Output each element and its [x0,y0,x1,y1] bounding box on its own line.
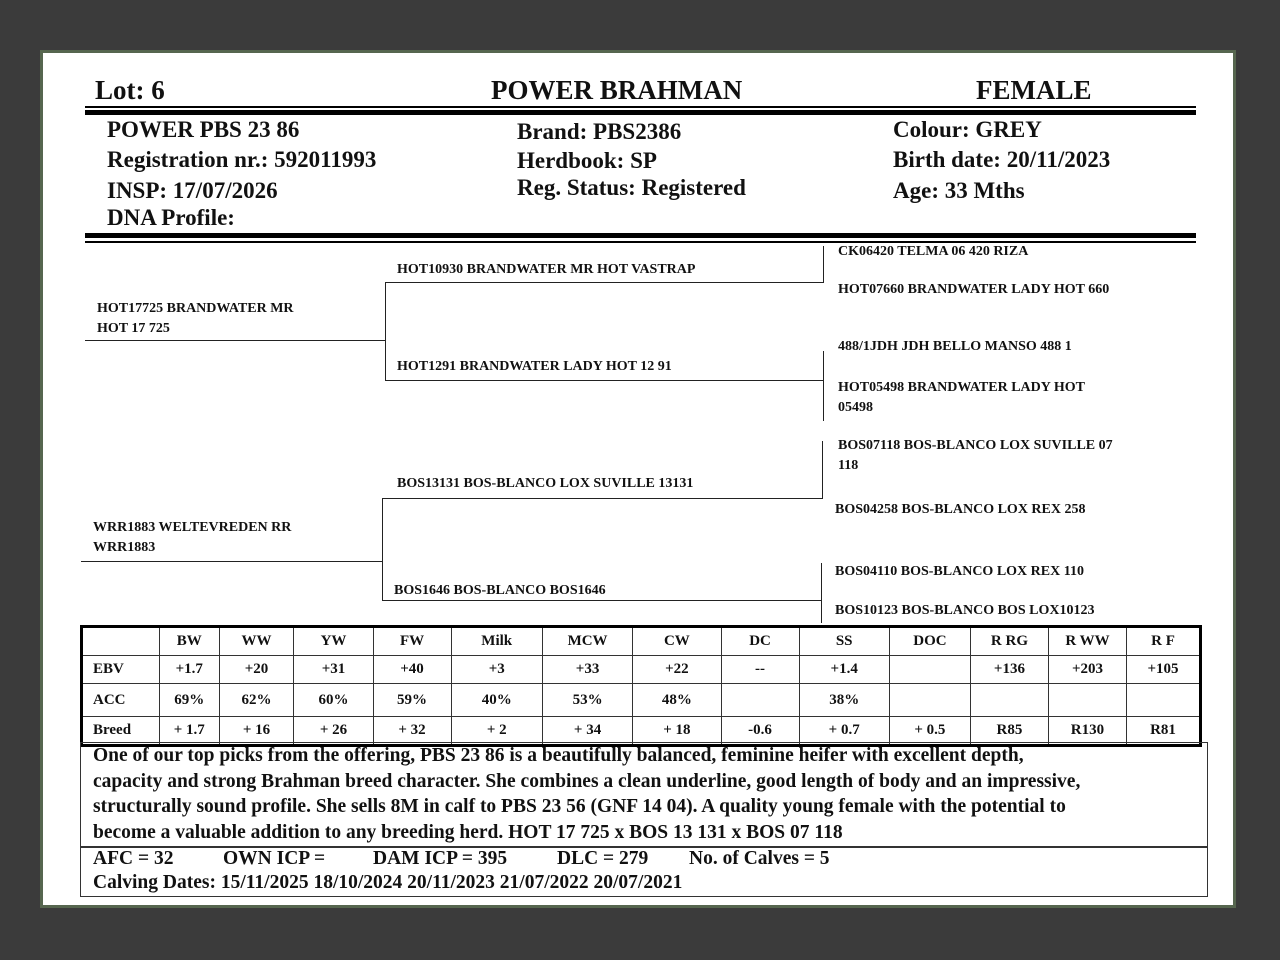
afc: AFC = 32 [93,848,174,869]
description-box [80,742,1208,848]
sire-line [85,340,386,341]
number-of-calves: No. of Calves = 5 [689,848,830,869]
gg-dam-dam-sire: BOS04110 BOS-BLANCO LOX REX 110 [835,564,1084,579]
sire-dam-name: HOT1291 BRANDWATER LADY HOT 12 91 [397,359,672,374]
gg-dam-sire-sire: BOS07118 BOS-BLANCO LOX SUVILLE 07 118 [838,438,1113,473]
animal-name: POWER PBS 23 86 [107,117,300,142]
registration-number: Registration nr.: 592011993 [107,147,377,172]
gg-sire-sire-sire: CK06420 TELMA 06 420 RIZA [838,244,1029,259]
gg-sire-sire-dam: HOT07660 BRANDWATER LADY HOT 660 [838,282,1110,297]
dam-bracket-upper [382,498,383,562]
header-rule-thick [85,110,1196,115]
dam-sire-name: BOS13131 BOS-BLANCO LOX SUVILLE 13131 [397,476,694,491]
description-line: become a valuable addition to any breeding herd. HOT 17 725 x BOS 13 131 x BOS 07 118 [93,821,843,843]
herdbook: Herdbook: SP [517,148,657,173]
sale-catalogue-card [40,50,1236,908]
sex-label: FEMALE [976,75,1092,105]
ss-bracket [823,246,824,283]
calving-info-box [80,846,1208,897]
insp-date: INSP: 17/07/2026 [107,178,278,203]
dam-icp: DAM ICP = 395 [373,848,508,869]
ebv-table [80,625,1202,747]
dlc: DLC = 279 [557,848,649,869]
age: Age: 33 Mths [893,178,1025,203]
sire-bracket-upper [385,282,386,341]
info-rule-thin [85,241,1196,243]
dam-line [81,561,383,562]
sire-bracket-lower [385,340,386,380]
acc-row: ACC 69% 62% 60% 59% 40% 53% 48% 38% [82,684,1201,717]
birth-date: Birth date: 20/11/2023 [893,147,1111,172]
gg-sire-dam-dam: HOT05498 BRANDWATER LADY HOT 05498 [838,380,1085,415]
dam-dam-name: BOS1646 BOS-BLANCO BOS1646 [394,583,606,598]
brand: Brand: PBS2386 [517,119,682,144]
gg-dam-sire-dam: BOS04258 BOS-BLANCO LOX REX 258 [835,502,1086,517]
own-icp: OWN ICP = [223,848,326,869]
ebv-header-row: BW WW YW FW Milk MCW CW DC SS DOC R RG R WW R F [82,627,1201,656]
reg-status: Reg. Status: Registered [517,175,746,200]
ds-bracket [822,441,823,499]
sire-sire-line [385,282,823,283]
breed-row: Breed + 1.7 + 16 + 26 + 32 + 2 + 34 + 18 -0.6 + 0.7 + 0.5 R85 R130 R81 [82,717,1201,746]
dam-bracket-lower [382,561,383,601]
description-line: One of our top picks from the offering, PBS 23 86 is a beautifully balanced, feminine heifer with excellent depth, [93,745,1024,766]
calving-dates: Calving Dates: 15/11/2025 18/10/2024 20/11/2023 21/07/2022 20/07/2021 [93,872,683,893]
dna-profile: DNA Profile: [107,205,235,230]
info-rule-thick [85,233,1196,238]
colour: Colour: GREY [893,117,1042,142]
sd-bracket [823,351,824,421]
gg-sire-dam-sire: 488/1JDH JDH BELLO MANSO 488 1 [838,339,1072,354]
gg-dam-dam-dam: BOS10123 BOS-BLANCO BOS LOX10123 [835,603,1095,618]
dd-bracket [821,563,822,623]
breed-title: POWER BRAHMAN [491,75,743,105]
sire-name: HOT17725 BRANDWATER MR HOT 17 725 [97,301,294,336]
dam-name: WRR1883 WELTEVREDEN RR WRR1883 [93,520,292,555]
sire-sire-name: HOT10930 BRANDWATER MR HOT VASTRAP [397,262,696,277]
sire-dam-line [385,380,823,381]
description-line: capacity and strong Brahman breed character. She combines a clean underline, good length of body and an impressive, [93,770,1081,792]
lot-number: Lot: 6 [95,75,165,105]
header-rule-thin [85,106,1196,108]
description-line: structurally sound profile. She sells 8M in calf to PBS 23 56 (GNF 14 04). A quality young female with the potential to [93,796,1066,817]
dam-sire-line [382,498,822,499]
ebv-row: EBV +1.7 +20 +31 +40 +3 +33 +22 -- +1.4 +136 +203 +105 [82,656,1201,684]
